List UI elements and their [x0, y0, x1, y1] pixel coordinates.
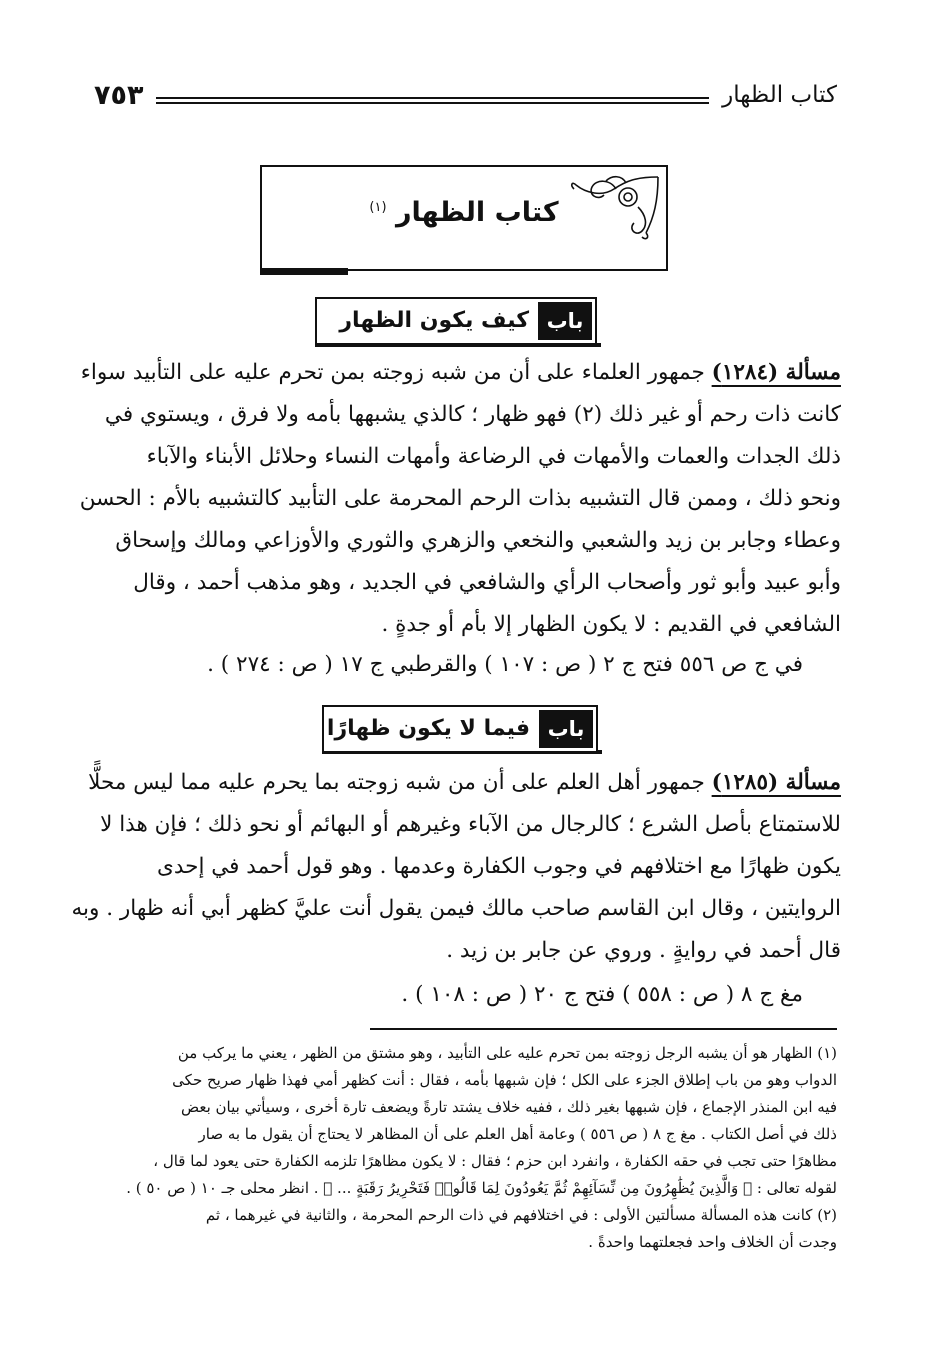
section-header-2 — [322, 705, 598, 753]
source-reference: مغ ج ٨ ( ص : ٥٥٨ ) فتح ج ٢٠ ( ص : ١٠٨ ) . — [401, 982, 803, 1007]
section-title: فيما لا يكون ظهارًا — [326, 716, 530, 741]
paragraph-line: للاستمتاع بأصل الشرع ؛ كالرجال من الآباء وغيرهم أو البهائم أو نحو ذلك ؛ فإن هذا لا — [100, 812, 841, 837]
chapter-title — [262, 197, 666, 228]
footnote-line: مظاهرًا حتى تجب في حقه الكفارة ، وانفرد ابن حزم ؛ فقال : لا يكون مظاهرًا تلزمه الكفارة حتى يعود لما قال ، — [153, 1152, 837, 1170]
paragraph-line — [88, 762, 841, 804]
section-title: كيف يكون الظهار — [339, 308, 529, 333]
footnote-line: الدواب وهو من باب إطلاق الجزء على الكل ؛ فإن شبهها بأمه ، فقال : أنت كظهر أمي فهذا ظهار صريح حكى — [172, 1071, 837, 1089]
paragraph-line: قال أحمد في روايةٍ . وروي عن جابر بن زيد . — [446, 938, 841, 963]
source-reference: في ج ص ٥٥٦ فتح ج ٢ ( ص : ١٠٧ ) والقرطبي ج ١٧ ( ص : ٢٧٤ ) . — [207, 652, 803, 677]
running-title: كتاب الظهار — [722, 82, 837, 108]
footnote-line: (٢) كانت هذه المسألة مسألتين الأولى : في اختلافهم في ذات الرحم المحرمة ، والثانية في غيرهما ، ثم — [205, 1206, 837, 1224]
footnote-line: (١) الظهار هو أن يشبه الرجل زوجته بمن تحرم عليه على التأبيد ، وهو مشتق من الظهر ، يعني ما يركب من — [177, 1044, 837, 1062]
masala-number: مسألة (١٢٨٤) — [711, 360, 841, 385]
section-label: باب — [538, 302, 592, 340]
paragraph-line: ونحو ذلك ، وممن قال التشبيه بذات الرحم المحرمة على التأبيد كالتشبيه بالأم : الحسن — [79, 486, 841, 511]
paragraph-line: ذلك الجدات والعمات والأمهات في الرضاعة وأمهات النساء وحلائل الأبناء والآباء — [146, 444, 841, 469]
paragraph-line: وأبو عبيد وأبو ثور وأصحاب الرأي والشافعي في الجديد ، وهو مذهب أحمد ، وقال — [133, 570, 841, 595]
paragraph-line: كانت ذات رحم أو غير ذلك (٢) فهو ظهار ؛ كالذي يشبهها بأمه ولا فرق ، ويستوي في — [104, 402, 841, 427]
page-number: ٧٥٣ — [94, 80, 144, 111]
paragraph-line: الشافعي في القديم : لا يكون الظهار إلا بأم أو جدةٍ . — [381, 612, 841, 637]
footnote-line: فيه ابن المنذر الإجماع ، فإن شبهها بغير ذلك ، ففيه خلاف يشتد تارةً ويضعف تارة أخرى ، وسيأتي بيان بعض — [180, 1098, 837, 1116]
paragraph-line — [80, 352, 841, 394]
masala-number: مسألة (١٢٨٥) — [711, 770, 841, 795]
paragraph-line: يكون ظهارًا مع اختلافهم في وجوب الكفارة وعدمها . وهو قول أحمد في إحدى — [157, 854, 841, 879]
chapter-title-box — [260, 165, 668, 271]
section-label: باب — [539, 710, 593, 748]
footnote-line: ذلك في أصل الكتاب . مغ ج ٨ ( ص ٥٥٦ ) وعامة أهل العلم على أن المظاهر لا يحتاج أن يقول ما به صار — [198, 1125, 837, 1143]
section-header-1 — [315, 297, 597, 345]
paragraph-line: وعطاء وجابر بن زيد والشعبي والنخعي والزهري والثوري والأوزاعي ومالك وإسحاق — [115, 528, 841, 553]
paragraph-line: الروايتين ، وقال ابن القاسم صاحب مالك فيمن يقول أنت عليَّ كظهر أبي أنه ظهار . وبه — [71, 896, 841, 921]
footnote-line: وجدت أن الخلاف واحد فجعلتهما واحدةً . — [588, 1233, 837, 1251]
header-rule — [156, 97, 709, 104]
chapter-footnote-ref: (١) — [369, 200, 387, 215]
paragraph-text: جمهور أهل العلم على أن من شبه زوجته بما يحرم عليه مما ليس محلًّا — [88, 770, 705, 795]
chapter-box-shadow — [260, 268, 348, 275]
paragraph-text: جمهور العلماء على أن من شبه زوجته بمن تحرم عليه على التأبيد سواء — [80, 360, 705, 385]
footnote-line: لقوله تعالى : ﴿ وَالَّذِينَ يُظَٰهِرُونَ مِن نِّسَآئِهِمْ ثُمَّ يَعُودُونَ لِمَا قَالُوا۟ فَتَحْرِيرُ رَقَبَةٍ ... ﴾ . انظر محلى جـ ١٠ ( ص ٥٠ ) . — [126, 1179, 837, 1197]
chapter-title-text: كتاب الظهار — [395, 197, 559, 228]
running-header — [94, 82, 837, 122]
footnote-rule — [370, 1028, 837, 1030]
